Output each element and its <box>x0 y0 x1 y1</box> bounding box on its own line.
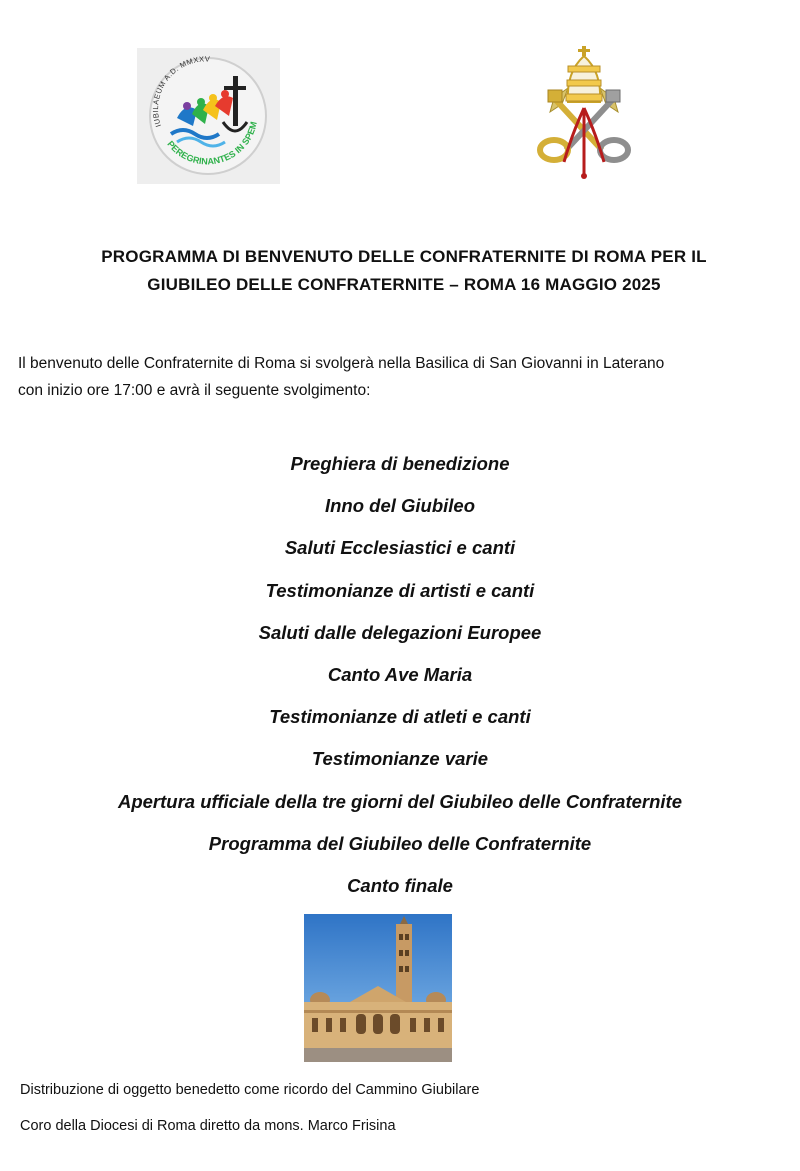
page-title <box>20 243 788 299</box>
program-item: Testimonianze di atleti e canti <box>269 706 531 728</box>
program-item: Preghiera di benedizione <box>290 453 510 474</box>
jubilee-2025-logo <box>137 48 280 184</box>
svg-text:PEREGRINANTES IN SPEM: PEREGRINANTES IN SPEM <box>165 120 259 167</box>
program-item: Programma del Giubileo delle Confraternite <box>208 832 592 854</box>
title-line-2: GIUBILEO DELLE CONFRATERNITE – ROMA 16 MAGGIO 2025 <box>147 275 661 294</box>
program-item: Saluti dalle delegazioni Europee <box>258 621 542 643</box>
intro-line-1: Il benvenuto delle Confraternite di Roma si svolgerà nella Basilica di San Giovanni in Laterano <box>18 355 665 372</box>
program-item: Testimonianze di artisti e canti <box>265 579 535 601</box>
program-item: Testimonianze varie <box>311 748 489 770</box>
program-item: Apertura ufficiale della tre giorni del Giubileo delle Confraternite <box>117 790 682 812</box>
basilica-photo <box>304 914 452 1062</box>
svg-text:IUBILAEUM A.D. MMXXV: IUBILAEUM A.D. MMXXV <box>150 54 211 129</box>
program-item: Canto Ave Maria <box>327 663 473 685</box>
papal-tiara-crossed-keys-emblem <box>524 42 644 182</box>
footer-choir-note: Coro della Diocesi di Roma diretto da mons. Marco Frisina <box>20 1118 396 1134</box>
footer-distribution-note: Distribuzione di oggetto benedetto come ricordo del Cammino Giubilare <box>20 1082 480 1098</box>
program-item: Canto finale <box>347 874 453 896</box>
program-item: Inno del Giubileo <box>324 495 476 517</box>
program-item: Saluti Ecclesiastici e canti <box>284 537 516 559</box>
program-list <box>0 450 800 914</box>
title-line-1: PROGRAMMA DI BENVENUTO DELLE CONFRATERNITE DI ROMA PER IL <box>101 247 707 266</box>
intro-line-2: con inizio ore 17:00 e avrà il seguente svolgimento: <box>18 382 371 399</box>
intro-paragraph <box>18 350 788 404</box>
